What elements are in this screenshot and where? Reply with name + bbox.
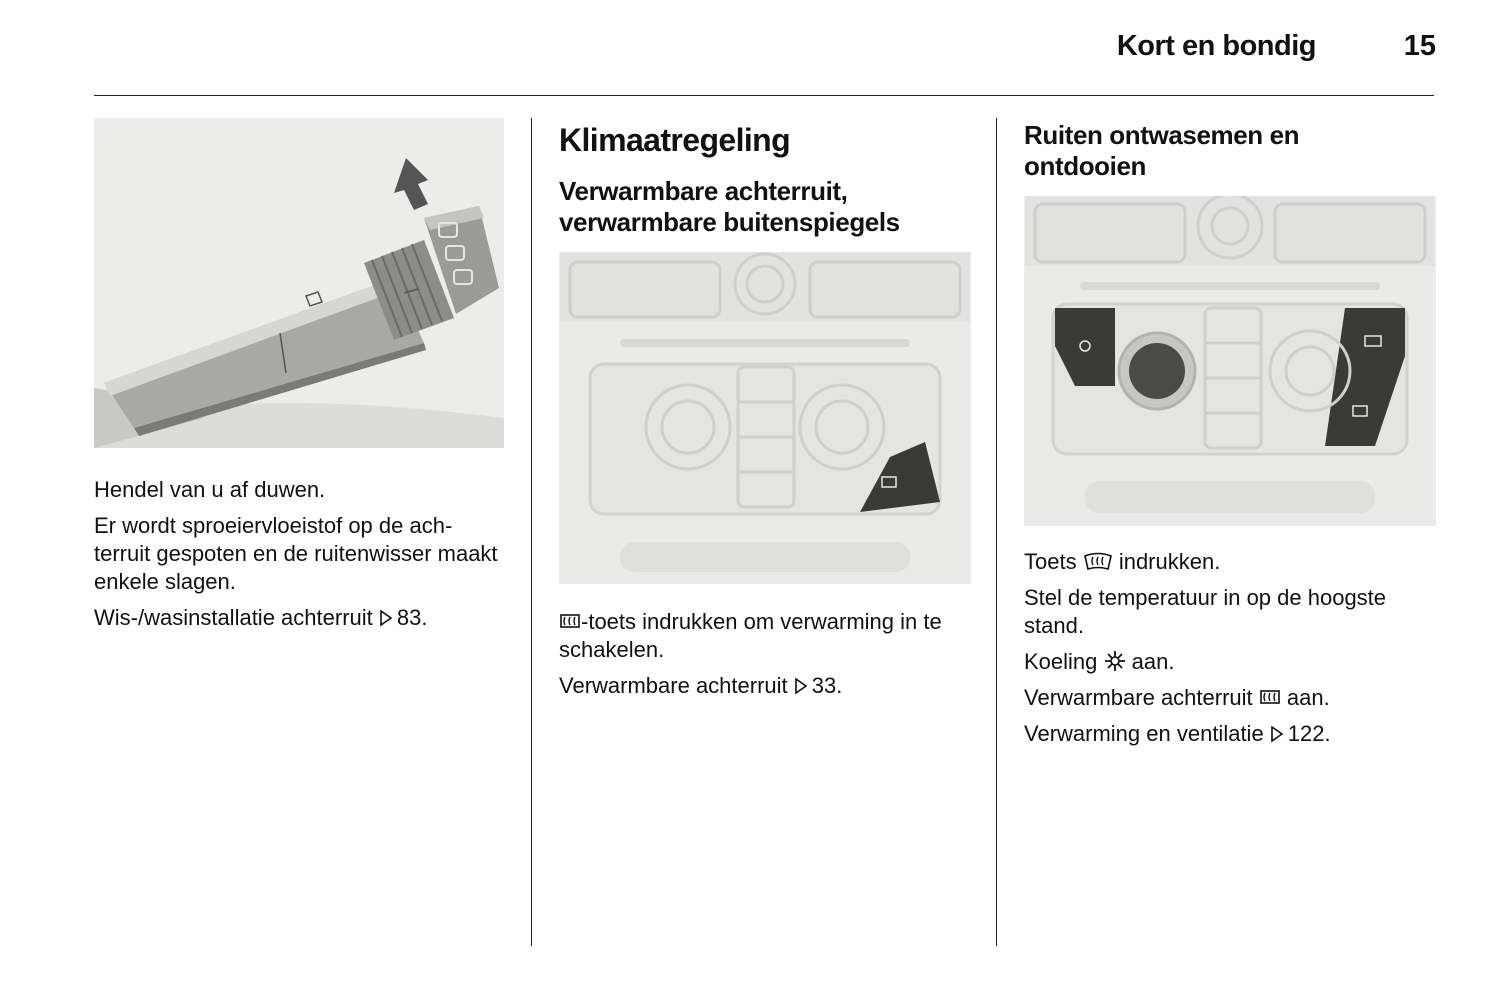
paragraph-temperature-highest: Stel de temperatuur in op de hoogste stand. — [1024, 585, 1387, 638]
reference-page[interactable]: 83. — [396, 605, 428, 630]
windscreen-defrost-icon — [1083, 552, 1113, 572]
paragraph-cooling-on — [1024, 648, 1436, 676]
page-number: 15 — [1403, 30, 1436, 62]
paragraph-wiper-reference — [94, 604, 504, 632]
column-divider-2 — [996, 118, 997, 946]
header-divider — [94, 95, 1434, 96]
arrow-reference-icon — [1270, 725, 1284, 743]
rear-heating-before: Verwarmbare achterruit — [1024, 685, 1259, 710]
section-heading: Klimaatregeling — [559, 122, 791, 158]
column-defrost — [1024, 118, 1436, 748]
paragraph-press-button — [559, 608, 971, 664]
reference-page[interactable]: 33. — [811, 673, 843, 698]
cooling-before: Koeling — [1024, 649, 1104, 674]
reference-text: Verwarmbare achterruit — [559, 673, 794, 698]
defrost-panel-illustration — [1024, 196, 1436, 526]
press-defrost-before: Toets — [1024, 549, 1083, 574]
running-header: Kort en bondig — [1116, 30, 1316, 62]
defrost-heading-line-2: ontdooien — [1024, 151, 1147, 181]
paragraph-press-defrost — [1024, 548, 1436, 576]
press-button-text: -toets indrukken om verwarming in te schakelen. — [559, 609, 942, 662]
subheading-line-2: verwarmbare buitenspiegels — [559, 207, 900, 237]
rear-window-heating-icon — [1259, 688, 1281, 708]
paragraph-rear-heating-on — [1024, 684, 1436, 712]
arrow-reference-icon — [794, 677, 808, 695]
paragraph-rear-heating-reference — [559, 672, 971, 700]
column-divider-1 — [531, 118, 532, 946]
reference-text: Wis-/wasinstallatie achterruit — [94, 605, 379, 630]
paragraph-push-lever: Hendel van u af duwen. — [94, 477, 326, 502]
arrow-reference-icon — [379, 609, 393, 627]
climate-panel-illustration — [559, 252, 971, 584]
reference-page[interactable]: 122. — [1287, 721, 1331, 746]
subheading-line-1: Verwarmbare achterruit, — [559, 176, 848, 206]
paragraph-spray-description: Er wordt sproeiervloeistof op de ach-terruit gespoten en de ruitenwisser maakt enkele slagen. — [94, 513, 498, 594]
wiper-lever-illustration — [94, 118, 504, 448]
reference-text: Verwarming en ventilatie — [1024, 721, 1270, 746]
defrost-heading-line-1: Ruiten ontwasemen en — [1024, 120, 1300, 150]
cooling-after: aan. — [1125, 649, 1175, 674]
snowflake-icon — [1104, 650, 1126, 672]
column-wiper — [94, 118, 504, 632]
column-climate — [559, 118, 971, 700]
paragraph-ventilation-reference — [1024, 720, 1436, 748]
rear-heating-after: aan. — [1280, 685, 1330, 710]
press-defrost-after: indrukken. — [1112, 549, 1221, 574]
rear-window-heating-icon — [559, 612, 581, 632]
